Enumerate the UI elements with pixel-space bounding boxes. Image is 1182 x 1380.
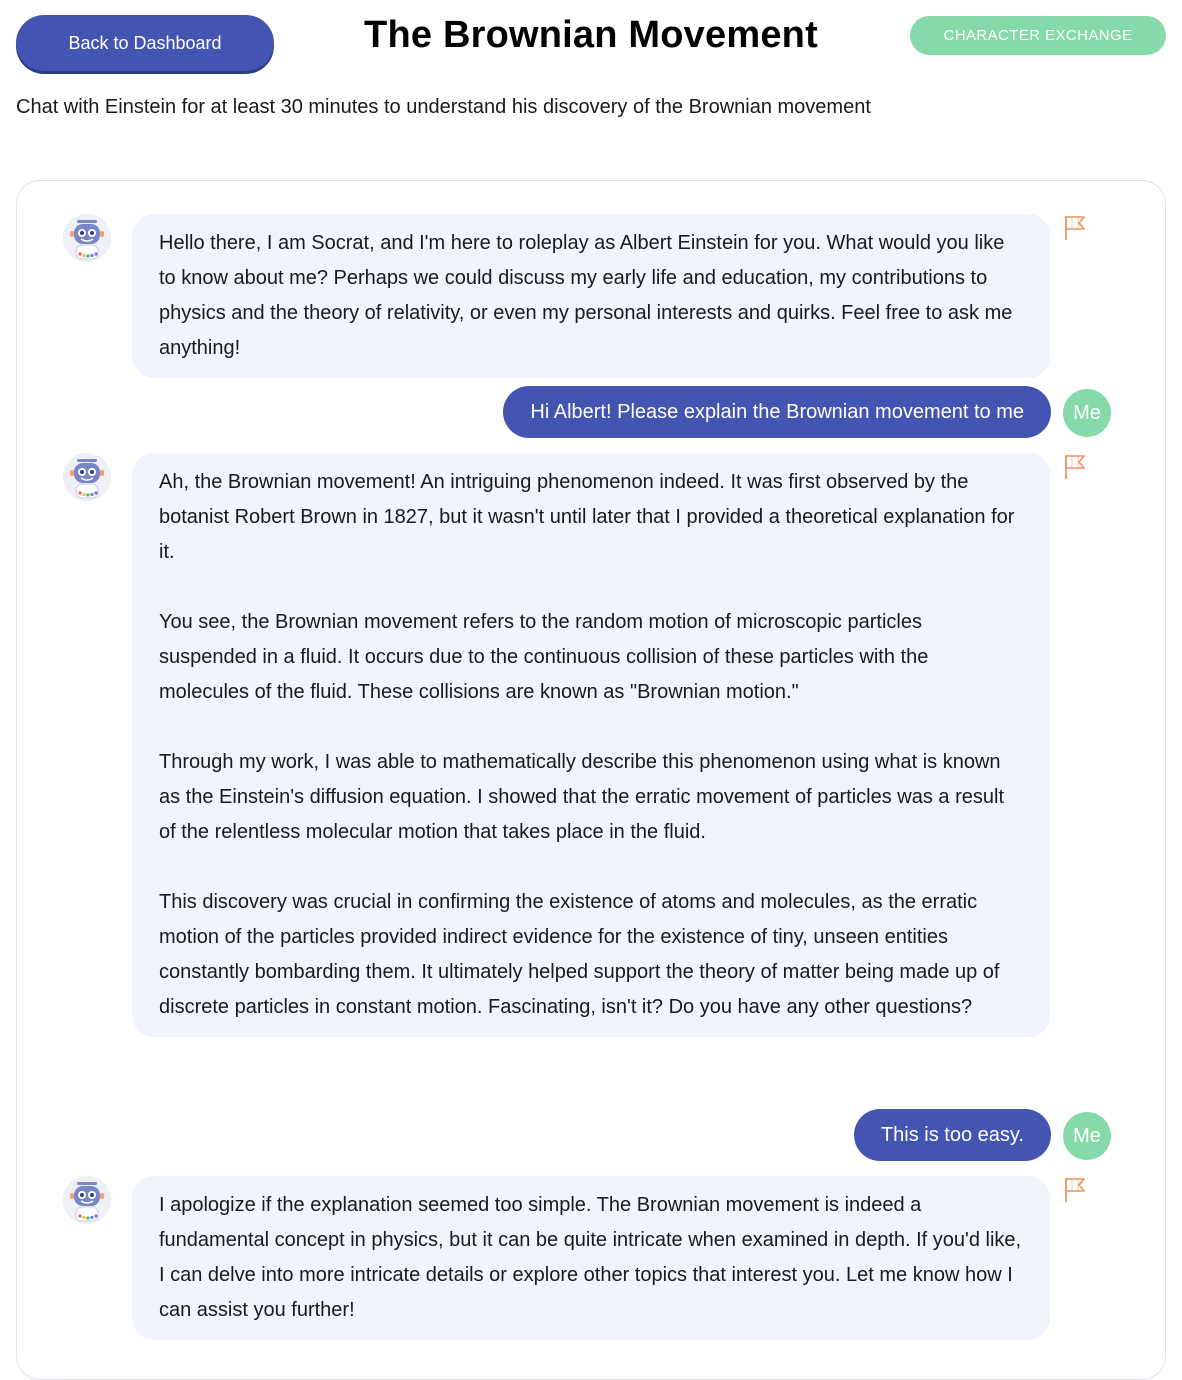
- flag-icon[interactable]: [1063, 453, 1087, 481]
- task-description: Chat with Einstein for at least 30 minutes to understand his discovery of the Brownian movement: [16, 96, 871, 118]
- flag-icon[interactable]: [1063, 1176, 1087, 1204]
- user-avatar: Me: [1063, 389, 1111, 437]
- top-bar: [0, 0, 1182, 80]
- bot-avatar: [63, 453, 111, 501]
- robot-icon: [63, 453, 111, 501]
- user-message: [17, 386, 1167, 440]
- message-paragraph: Ah, the Brownian movement! An intriguing phenomenon indeed. It was first observed by the botanist Robert Brown in 1827, but it wasn't until later that I provided a theoretical explanation for it.: [159, 471, 1015, 563]
- page-title: The Brownian Movement: [364, 14, 818, 56]
- chat-container[interactable]: [16, 180, 1166, 1380]
- message-paragraph: This discovery was crucial in confirming the existence of atoms and molecules, as the erratic motion of the particles provided indirect evidence for the existence of tiny, unseen entities constantly bombarding them. It ultimately helped support the theory of matter being made up of discrete particles in constant motion. Fascinating, isn't it? Do you have any other questions?: [159, 891, 1000, 1018]
- message-paragraph: I apologize if the explanation seemed too simple. The Brownian movement is indeed a fundamental concept in physics, but it can be quite intricate when examined in depth. If you'd like, I can delve into more intricate details or explore other topics that interest you. Let me know how I can assist you further!: [159, 1194, 1022, 1321]
- back-to-dashboard-button[interactable]: Back to Dashboard: [16, 15, 274, 71]
- user-avatar: Me: [1063, 1112, 1111, 1160]
- user-message-bubble: This is too easy.: [854, 1109, 1051, 1161]
- user-message-bubble: Hi Albert! Please explain the Brownian movement to me: [503, 386, 1051, 438]
- bot-message-bubble: [132, 1176, 1050, 1340]
- bot-message-bubble: [132, 214, 1050, 378]
- bot-message: [17, 214, 1167, 374]
- user-message: [17, 1109, 1167, 1163]
- bot-avatar: [63, 214, 111, 262]
- bot-message: [17, 453, 1167, 1093]
- bot-avatar: [63, 1176, 111, 1224]
- message-paragraph: Through my work, I was able to mathematically describe this phenomenon using what is known as the Einstein's diffusion equation. I showed that the erratic movement of particles was a result of the relentless molecular motion that takes place in the fluid.: [159, 751, 1005, 843]
- bot-message-bubble: [132, 453, 1050, 1037]
- flag-icon[interactable]: [1063, 214, 1087, 242]
- robot-icon: [63, 1176, 111, 1224]
- message-paragraph: You see, the Brownian movement refers to the random motion of microscopic particles suspended in a fluid. It occurs due to the continuous collision of these particles with the molecules of the fluid. These collisions are known as "Brownian motion.": [159, 611, 929, 703]
- robot-icon: [63, 214, 111, 262]
- character-exchange-button[interactable]: CHARACTER EXCHANGE: [910, 16, 1166, 55]
- bot-message: [17, 1176, 1167, 1336]
- message-paragraph: Hello there, I am Socrat, and I'm here to roleplay as Albert Einstein for you. What would you like to know about me? Perhaps we could discuss my early life and education, my contributions to physics and the theory of relativity, or even my personal interests and quirks. Feel free to ask me anything!: [159, 232, 1013, 359]
